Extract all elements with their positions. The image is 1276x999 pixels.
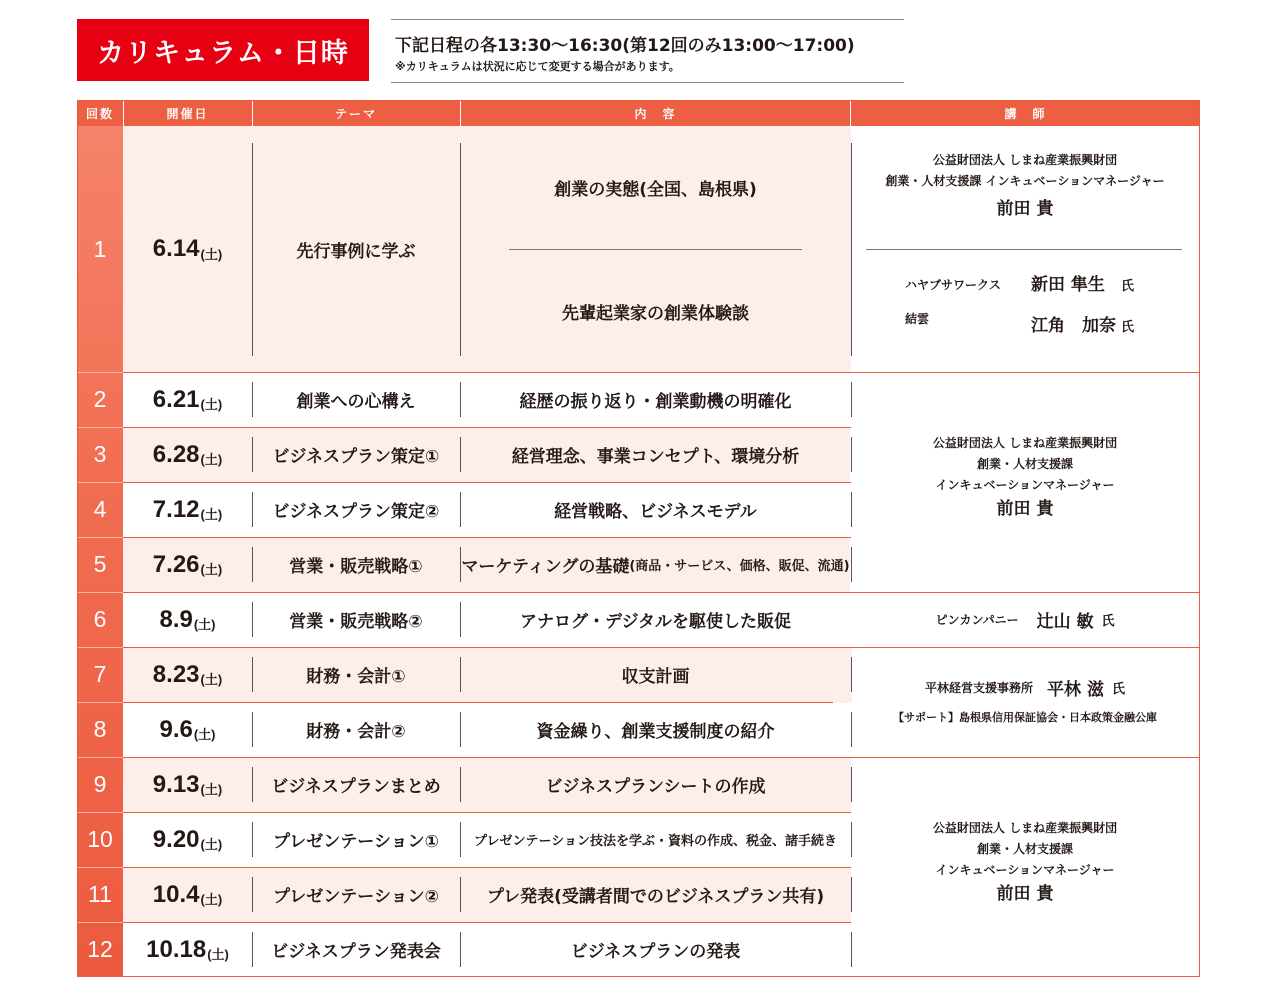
curriculum-table — [77, 100, 1200, 977]
row-theme: ビジネスプラン策定① — [272, 447, 440, 467]
row-theme: 財務・会計① — [306, 667, 406, 687]
instructor-name: 平林 滋 — [1047, 679, 1104, 700]
row-theme: ビジネスプランまとめ — [271, 777, 441, 797]
row-date: 10.18 (土) — [146, 935, 229, 963]
support-note: 【サポート】島根県信用保証協会・日本政策金融公庫 — [893, 711, 1157, 724]
instructor-block: 公益財団法人 しまね産業振興財団 創業・人材支援課 インキュベーションマネージャー 前田 貴 — [852, 433, 1198, 522]
instructor-name: 前田 貴 — [996, 499, 1054, 519]
row-number: 7 — [93, 661, 107, 687]
row-content: ビジネスプランシートの作成 — [545, 777, 766, 797]
row-theme: ビジネスプラン策定② — [272, 502, 440, 522]
instructor-block: ピンカンパニー 辻山 敏 氏 — [852, 592, 1198, 647]
row-date: 9.13 (土) — [152, 770, 223, 798]
row-date: 8.9 (土) — [159, 605, 216, 633]
row-date: 8.23 (土) — [152, 660, 223, 688]
col-header-content: 内 容 — [460, 100, 851, 126]
row-content: 経営戦略、ビジネスモデル — [554, 502, 757, 522]
row-theme: ビジネスプラン発表会 — [271, 942, 441, 962]
instructor-row: 結雲 江角 加奈 氏 — [905, 312, 1135, 336]
instructor-row: ハヤブサワークス 新田 隼生 氏 — [905, 275, 1135, 295]
instructor-block: 公益財団法人 しまね産業振興財団 創業・人材支援課 インキュベーションマネージャー 前田 貴 — [852, 150, 1198, 222]
row-content: 創業の実態(全国、島根県) — [554, 180, 757, 200]
row-content: ビジネスプランの発表 — [570, 942, 741, 962]
row-theme: 財務・会計② — [306, 722, 406, 742]
row-number: 1 — [93, 235, 107, 262]
col-header-date: 開催日 — [123, 100, 252, 126]
instructor-block: 公益財団法人 しまね産業振興財団 創業・人材支援課 インキュベーションマネージャー 前田 貴 — [852, 818, 1198, 907]
row-content: 経営理念、事業コンセプト、環境分析 — [511, 447, 800, 467]
row-number: 4 — [93, 496, 107, 522]
row-date: 7.26 (土) — [152, 550, 223, 578]
row-date: 9.20 (土) — [152, 825, 223, 853]
row-content: 収支計画 — [621, 667, 690, 687]
row-date: 6.28 (土) — [152, 440, 223, 468]
instructor-name: 辻山 敏 — [1036, 612, 1094, 632]
schedule-note: ※カリキュラムは状況に応じて変更する場合があります。 — [395, 60, 680, 73]
instructor-name: 前田 貴 — [996, 884, 1054, 904]
row-content: 先輩起業家の創業体験談 — [562, 303, 749, 324]
row-date: 10.4 (土) — [152, 880, 223, 908]
instructor-block: 平林経営支援事務所 平林 滋 氏 — [852, 673, 1198, 701]
row-number: 12 — [87, 936, 113, 962]
row-number: 2 — [93, 386, 107, 412]
row-date: 6.21 (土) — [152, 385, 223, 413]
row-number: 9 — [93, 771, 107, 797]
row-theme: 営業・販売戦略① — [289, 557, 423, 577]
col-header-instructor: 講 師 — [851, 100, 1200, 126]
row-number: 3 — [93, 441, 107, 467]
row-number: 6 — [93, 606, 107, 632]
row-theme: 創業への心構え — [296, 392, 416, 412]
row-theme: 営業・販売戦略② — [289, 612, 423, 632]
row-content: マーケティングの基礎 (商品・サービス、価格、販促、流通) — [461, 557, 850, 577]
row-content: プレゼンテーション技法を学ぶ・資料の作成、税金、諸手続き — [474, 834, 837, 849]
row-content: プレ発表(受講者間でのビジネスプラン共有) — [486, 887, 825, 907]
row-number: 10 — [87, 826, 113, 852]
row-theme: プレゼンテーション② — [272, 887, 440, 907]
col-header-num: 回数 — [77, 100, 123, 126]
table-border — [77, 100, 1200, 977]
row-number: 11 — [88, 881, 112, 907]
row-date: 9.6 (土) — [159, 715, 216, 743]
schedule-text: 下記日程の各13:30〜16:30(第12回のみ13:00〜17:00) — [395, 36, 855, 56]
row-theme: プレゼンテーション① — [272, 832, 440, 852]
instructor-name: 前田 貴 — [996, 199, 1054, 219]
row-content: 経歴の振り返り・創業動機の明確化 — [519, 392, 792, 412]
row-number: 8 — [93, 716, 107, 742]
col-header-theme: テーマ — [252, 100, 460, 126]
row-content: 資金繰り、創業支援制度の紹介 — [536, 722, 775, 742]
section-title: カリキュラム・日時 — [77, 19, 369, 81]
row-content: アナログ・デジタルを駆使した販促 — [520, 612, 791, 632]
row-date: 7.12 (土) — [152, 495, 223, 523]
schedule-box — [391, 19, 904, 83]
row-theme: 先行事例に学ぶ — [296, 241, 416, 262]
row-date: 6.14 (土) — [152, 235, 223, 262]
row-number: 5 — [93, 551, 107, 577]
